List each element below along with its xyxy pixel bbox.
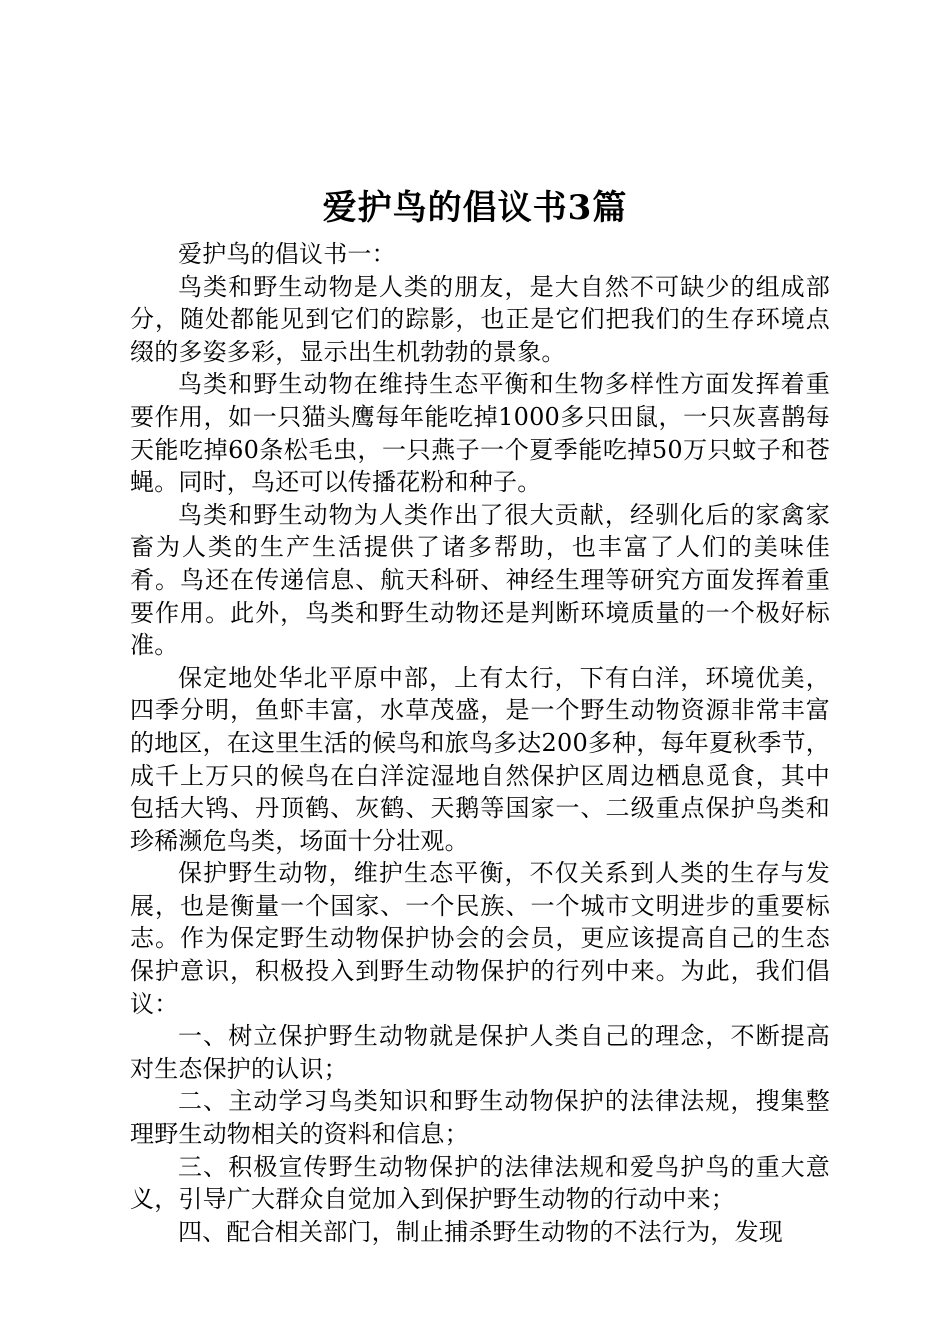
paragraph: 鸟类和野生动物在维持生态平衡和生物多样性方面发挥着重要作用，如一只猫头鹰每年能吃掉1000多只田鼠，一只灰喜鹊每天能吃掉60条松毛虫，一只燕子一个夏季能吃掉50万只蚊子和苍蝇。同时，鸟还可以传播花粉和种子。 <box>130 370 830 497</box>
proposal-item: 三、积极宣传野生动物保护的法律法规和爱鸟护鸟的重大意义，引导广大群众自觉加入到保护野生动物的行动中来； <box>130 1152 830 1214</box>
paragraph-heading: 爱护鸟的倡议书一： <box>178 240 396 268</box>
paragraph: 保护野生动物，维护生态平衡，不仅关系到人类的生存与发展，也是衡量一个国家、一个民族、一个城市文明进步的重要标志。作为保定野生动物保护协会的会员，更应该提高自己的生态保护意识，积极投入到野生动物保护的行列中来。为此，我们倡议： <box>130 859 830 1018</box>
document-body <box>130 238 830 1248</box>
proposal-item: 四、配合相关部门，制止捕杀野生动物的不法行为，发现 <box>178 1217 783 1246</box>
paragraph: 保定地处华北平原中部，上有太行，下有白洋，环境优美，四季分明，鱼虾丰富，水草茂盛，是一个野生动物资源非常丰富的地区，在这里生活的候鸟和旅鸟多达200多种，每年夏秋季节，成千上万只的候鸟在白洋淀湿地自然保护区周边栖息觅食，其中包括大鸨、丹顶鹤、灰鹤、天鹅等国家一、二级重点保护鸟类和珍稀濒危鸟类，场面十分壮观。 <box>130 663 830 855</box>
proposal-item: 一、树立保护野生动物就是保护人类自己的理念，不断提高对生态保护的认识； <box>130 1022 830 1083</box>
paragraph: 鸟类和野生动物为人类作出了很大贡献，经驯化后的家禽家畜为人类的生产生活提供了诸多帮助，也丰富了人们的美味佳肴。鸟还在传递信息、航天科研、神经生理等研究方面发挥着重要作用。此外，鸟类和野生动物还是判断环境质量的一个极好标准。 <box>130 500 830 660</box>
paragraph: 鸟类和野生动物是人类的朋友，是大自然不可缺少的组成部分，随处都能见到它们的踪影，也正是它们把我们的生存环境点缀的多姿多彩，显示出生机勃勃的景象。 <box>130 272 830 366</box>
proposal-item: 二、主动学习鸟类知识和野生动物保护的法律法规，搜集整理野生动物相关的资料和信息； <box>130 1087 830 1149</box>
document-title: 爱护鸟的倡议书3篇 <box>322 188 628 228</box>
